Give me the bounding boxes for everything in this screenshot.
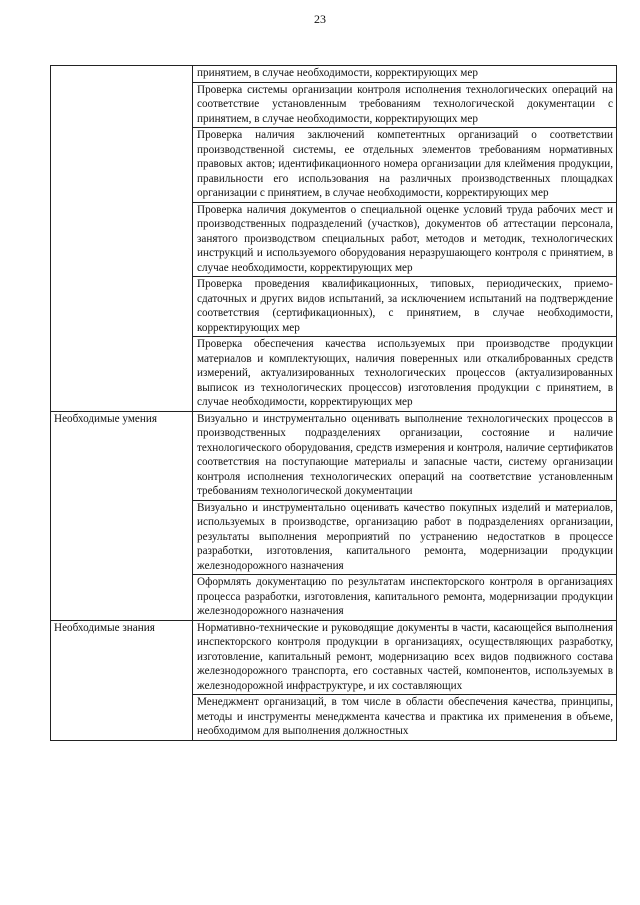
row-text: Оформлять документацию по результатам инспекторского контроля в организациях процесса разработки, изготовления, капитального ремонта, модернизации продукции железнодорожного назначения: [193, 575, 617, 621]
knowledge-label: Необходимые знания: [51, 620, 193, 740]
row-text: Менеджмент организаций, в том числе в области обеспечения качества, принципы, методы и инструменты менеджмента качества и практика их применения в объеме, необходимом для выполнения должностных: [193, 695, 617, 741]
competency-table: [50, 65, 617, 741]
table-row: [51, 411, 617, 500]
row-text: Проверка наличия заключений компетентных организаций о соответствии производственной системы, ее отдельных элементов требованиям нормативных правовых актов; идентификационного номера организации для клеймения продукции, правильности его использования на различных производственных площадках организации с принятием, в случае необходимости, корректирующих мер: [193, 128, 617, 203]
row-text: Проверка наличия документов о специальной оценке условий труда рабочих мест и производственных подразделений (участков), документов об аттестации персонала, занятого производством специальных работ, методов и методик, технологических инструкций и используемого оборудования неразрушающего контроля с принятием, в случае необходимости, корректирующих мер: [193, 202, 617, 277]
row-text: Проверка проведения квалификационных, типовых, периодических, приемо-сдаточных и других видов испытаний, за исключением испытаний на подтверждение соответствия (сертификационных), с принятием, в случае необходимости, корректирующих мер: [193, 277, 617, 337]
row-text: Проверка обеспечения качества используемых при производстве продукции материалов и комплектующих, наличия поверенных или откалиброванных средств измерений, актуализированных технологических процессов (актуализированных выписок из технологических процессов) изготовления продукции с принятием, в случае необходимости, корректирующих мер: [193, 337, 617, 412]
row-text: принятием, в случае необходимости, корректирующих мер: [193, 66, 617, 83]
row-text: Визуально и инструментально оценивать выполнение технологических процессов в производственных подразделениях организации, состояние и наличие технологического оборудования, средств измерения и контроля, наличие сертификатов соответствия на поступающие материалы и запасные части, систему организации контроля исполнения технологических операций на соответствие установленным требованиям технологической документации: [193, 411, 617, 500]
row-label: [51, 66, 193, 412]
page-number: 23: [314, 12, 326, 26]
table-row: [51, 620, 617, 695]
table-row: [51, 66, 617, 83]
row-text: Визуально и инструментально оценивать качество покупных изделий и материалов, используемых в производстве, организацию работ в подразделениях организации, результаты выполнения мероприятий по устранению недостатков в процессе разработки, изготовления, капитального ремонта, модернизации продукции железнодорожного назначения: [193, 500, 617, 575]
skills-label: Необходимые умения: [51, 411, 193, 620]
row-text: Нормативно-технические и руководящие документы в части, касающейся выполнения инспекторского контроля продукции в организациях, осуществляющих разработку, изготовление, капитальный ремонт, модернизацию всех видов подвижного состава железнодорожного транспорта, его составных частей, компонентов, используемых в железнодорожной инфраструктуре, и их составляющих: [193, 620, 617, 695]
row-text: Проверка системы организации контроля исполнения технологических операций на соответствие установленным требованиям технологической документации с принятием, в случае необходимости, корректирующих мер: [193, 82, 617, 128]
